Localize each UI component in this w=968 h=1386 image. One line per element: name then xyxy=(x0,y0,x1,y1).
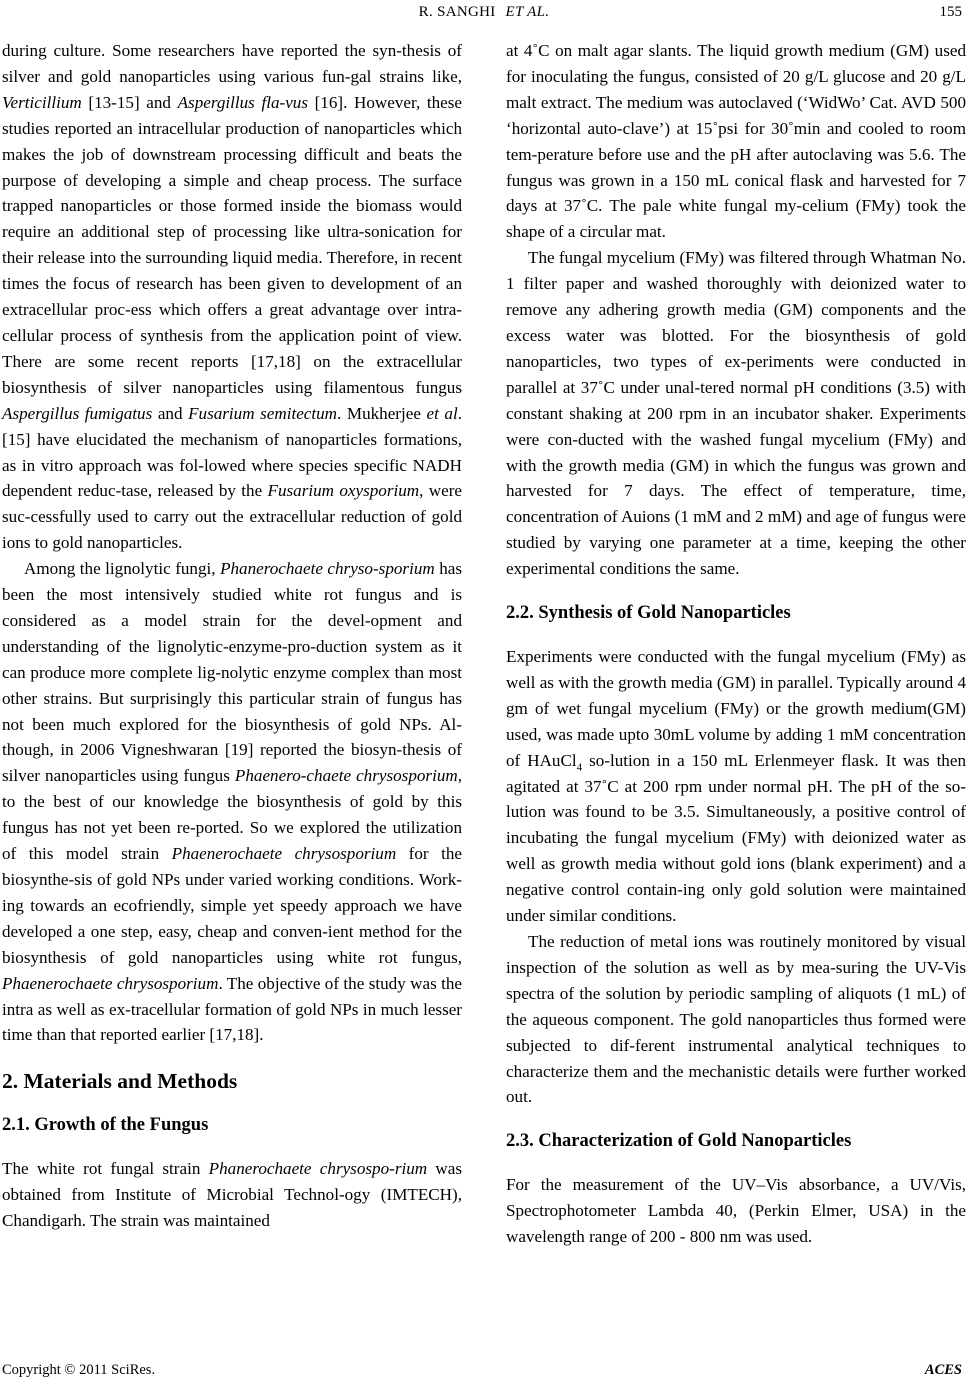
text-run: , were suc-cessfully used to carry out the extracellular reduction of gold ions to gold nanoparticles. xyxy=(2,481,462,553)
right-column xyxy=(506,38,966,1250)
page-number: 155 xyxy=(939,4,962,20)
species-name: Phanerochaete chrysospo-rium xyxy=(208,1159,428,1179)
subscript: 4 xyxy=(576,761,583,774)
text-run: so-lution in a 150 mL Erlenmeyer flask. It was then agitated at 37˚C at 200 rpm under normal pH. The pH of the so-lution was found to be 3.5. Simultaneously, a positive control of incubating the fungal mycelium (FMy) with deionized water as well as growth media without gold ions (blank experiment) and a negative control contain-ing only gold solution were maintained under similar conditions. xyxy=(506,750,966,926)
subsection-heading-synthesis: 2.2. Synthesis of Gold Nanoparticles xyxy=(506,603,791,624)
subsection-heading-growth-fungus: 2.1. Growth of the Fungus xyxy=(2,1115,209,1136)
author-name: R. SANGHI xyxy=(418,4,496,20)
species-name: Phanerochaete chryso-sporium xyxy=(220,559,435,579)
species-name: Phaenerochaete chrysosporium xyxy=(2,973,219,993)
running-title xyxy=(0,4,968,21)
text-run: . The objective of the study was the intra as well as ex-tracellular formation of gold NPs in much lesser time than that reported earlier [17,18]. xyxy=(2,973,462,1045)
page-footer xyxy=(0,1362,968,1382)
copyright-notice: Copyright © 2011 SciRes. xyxy=(2,1362,156,1378)
text-run: , to the best of our knowledge the biosynthesis of gold by this fungus has not yet been re-ported. So we explored the utilization of this model strain xyxy=(2,766,462,864)
text-run: and xyxy=(152,403,189,423)
species-name: Fusarium semitectum xyxy=(188,403,338,423)
paragraph-fungal-strain xyxy=(2,1156,462,1234)
text-run: . [15] have elucidated the mechanism of nanoparticles formations, as in vitro approach was fol-lowed where species specific NADH dependent reduc-tase, released by the xyxy=(2,403,462,501)
species-name: Aspergillus fumigatus xyxy=(2,403,153,423)
subsection-heading-characterization: 2.3. Characterization of Gold Nanoparticles xyxy=(506,1131,852,1152)
text-run: . Mukherjee xyxy=(337,403,427,423)
text-run: Experiments were conducted with the fungal mycelium (FMy) as well as with the growth media (GM) in parallel. Typically around 4 gm of wet fungal mycelium (FMy) or the growth medium(GM) used, was made upto 30mL volume by adding 1 mM concentration of HAuCl xyxy=(506,647,966,770)
species-name: Phaenero-chaete chrysosporium xyxy=(234,766,458,786)
text-run: has been the most intensively studied white rot fungus and is considered as a model strain for the devel-opment and understanding of the lignolytic-enzyme-pro-duction system as it can produce more complete lig-nolytic enzyme complex than most other strains. But surprisingly this particular strain of fungus has not been much explored for the biosynthesis of gold NPs. Al-though, in 2006 Vigneshwaran [19] reported the biosyn-thesis of silver nanoparticles using fungus xyxy=(2,559,463,786)
et-al: ET AL. xyxy=(505,4,550,20)
species-name: Verticillium xyxy=(2,92,82,112)
species-name: Aspergillus fla-vus xyxy=(177,92,308,112)
running-header xyxy=(0,4,968,24)
species-name: Phaenerochaete chrysosporium xyxy=(171,844,397,864)
text-run: [16]. However, these studies reported an intracellular production of nanoparticles which makes the job of downstream processing difficult and beats the purpose of developing a simple and cheap process. The surface trapped nanoparticles or those formed inside the biomass would require an additional step of processing like ultra-sonication for their release into the surrounding liquid media. Therefore, in recent times the focus of research has been given to development of an extracellular proc-ess which offers a great advantage over intra-cellular process of synthesis from the application point of view. There are some recent reports [17,18] on the extracellular biosynthesis of silver nanoparticles using filamentous fungus xyxy=(2,92,462,397)
text-run: for the biosynthe-sis of gold NPs under varied working conditions. Work-ing towards an ecofriendly, simple yet speedy approach we have developed a one step, easy, cheap and conven-ient method for the biosynthesis of gold nanoparticles using white rot fungus, xyxy=(2,844,462,967)
paragraph-intro-fungal-strains xyxy=(2,38,462,556)
paragraph-mycelium-filtering: The fungal mycelium (FMy) was filtered through Whatman No. 1 filter paper and washed thoroughly with deionized water to remove any adhering growth media (GM) components and the excess water was blotted. For the biosynthesis of gold nanoparticles, two types of ex-periments were conducted in parallel at 37˚C under unal-tered normal pH conditions (3.5) with constant shaking at 200 rpm in an incubator shaker. Experiments were con-ducted with the washed fungal mycelium (FMy) and with the growth media (GM) in which the fungus was grown and harvested for 7 days. The effect of temperature, time, concentration of Auions (1 mM and 2 mM) and age of fungus were studied by varying one parameter at a time, keeping the other experimental conditions the same. xyxy=(506,248,966,579)
et-al-italic: et al xyxy=(426,403,458,423)
text-run: during culture. Some researchers have reported the syn-thesis of silver and gold nanoparticles using various fun-gal strains like, xyxy=(2,41,462,86)
journal-abbrev: ACES xyxy=(924,1362,962,1378)
paragraph-growth-medium: at 4˚C on malt agar slants. The liquid growth medium (GM) used for inoculating the fungus, consisted of 20 g/L glucose and 20 g/L malt extract. The medium was autoclaved (‘WidWo’ Cat. AVD 500 ‘horizontal auto-clave’) at 15˚psi for 30˚min and cooled to room tem-perature before use and the pH after autoclaving was 5.6. The fungus was grown in a 150 mL conical flask and harvested for 7 days at 37˚C. The pale white fungal my-celium (FMy) took the shape of a circular mat. xyxy=(506,41,966,242)
paragraph-synthesis-experiments xyxy=(506,644,966,929)
text-run: [13-15] and xyxy=(81,92,178,112)
text-run: Among the lignolytic fungi, xyxy=(24,559,221,579)
text-run: was obtained from Institute of Microbial Technol-ogy (IMTECH), Chandigarh. The strain was maintained xyxy=(2,1159,462,1231)
paragraph-uv-vis: For the measurement of the UV–Vis absorbance, a UV/Vis, Spectrophotometer Lambda 40, (Perkin Elmer, USA) in the wavelength range of 200 - 800 nm was used. xyxy=(506,1175,966,1247)
paragraph-lignolytic-fungi xyxy=(2,556,462,1048)
left-column xyxy=(2,38,462,1234)
paragraph-reduction-monitoring: The reduction of metal ions was routinely monitored by visual inspection of the solution as well as by mea-suring the UV-Vis spectra of the solution by periodic sampling of aliquots (1 mL) of the aqueous component. The gold nanoparticles thus formed were subjected to dif-ferent instrumental analytical techniques to characterize them and the mechanistic details were further worked out. xyxy=(506,932,966,1107)
species-name: Fusarium oxysporium xyxy=(267,481,420,501)
text-run: The white rot fungal strain xyxy=(2,1159,209,1179)
section-heading-materials-methods: 2. Materials and Methods xyxy=(2,1069,238,1094)
